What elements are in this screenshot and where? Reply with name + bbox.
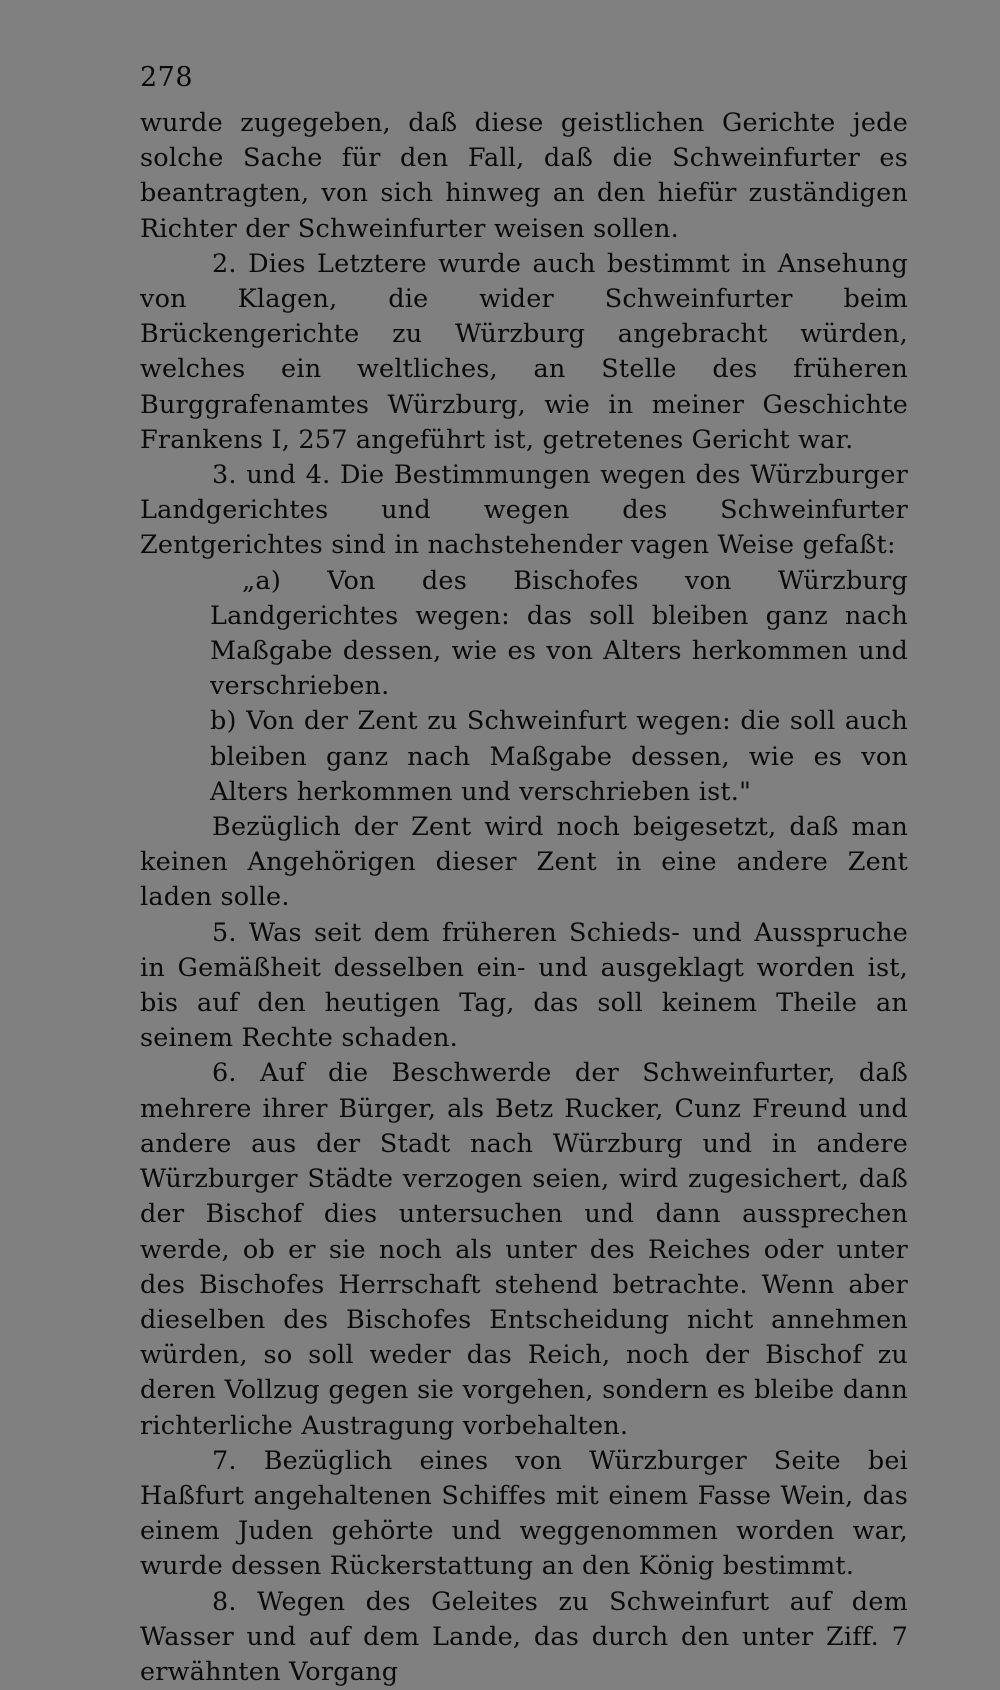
paragraph-item-2: 2. Dies Letztere wurde auch bestimmt in Ansehung von Klagen, die wider Schweinfurter beim Brückengerichte zu Würzburg angebracht würden, welches ein weltliches, an Stelle des früheren Burggrafenamtes Würzburg, wie in meiner Geschichte Frankens I, 257 angeführt ist, getretenes Gericht war.: [140, 248, 908, 455]
quote-item-a: „a) Von des Bischofes von Würzburg Landgerichtes wegen: das soll bleiben ganz nach Maßgabe dessen, wie es von Alters herkommen und verschrieben.: [210, 565, 908, 702]
page-number: 278: [140, 62, 194, 93]
quote-item-b: b) Von der Zent zu Schweinfurt wegen: die soll auch bleiben ganz nach Maßgabe dessen, wie es von Alters herkommen und verschrieben ist.": [210, 706, 908, 807]
paragraph-item-6: 6. Auf die Beschwerde der Schweinfurter, daß mehrere ihrer Bürger, als Betz Rucker, Cunz Freund und andere aus der Stadt nach Würzburg und in andere Würzburger Städte verzogen seien, wird zugesichert, daß der Bischof dies untersuchen und dann aussprechen werde, ob er sie noch als unter des Reiches oder unter des Bischofes Herrschaft stehend betrachte. Wenn aber dieselben des Bischofes Entscheidung nicht annehmen würden, so soll weder das Reich, noch der Bischof zu deren Vollzug gegen sie vorgehen, sondern es bleibe dann richterliche Austragung vorbehalten.: [140, 1058, 908, 1441]
paragraph-item-8: 8. Wegen des Geleites zu Schweinfurt auf dem Wasser und auf dem Lande, das durch den unter Ziff. 7 erwähnten Vorgang: [140, 1586, 908, 1687]
paragraph-items-3-4: 3. und 4. Die Bestimmungen wegen des Würzburger Landgerichtes und wegen des Schweinfurter Zentgerichtes sind in nachstehender vagen Weise gefaßt:: [140, 460, 908, 561]
paragraph-item-5: 5. Was seit dem früheren Schieds- und Ausspruche in Gemäßheit desselben ein- und ausgeklagt worden ist, bis auf den heutigen Tag, das soll keinem Theile an seinem Rechte schaden.: [140, 917, 908, 1054]
paragraph-zent-note: Bezüglich der Zent wird noch beigesetzt, daß man keinen Angehörigen dieser Zent in eine andere Zent laden solle.: [140, 812, 908, 913]
paragraph-continuation: wurde zugegeben, daß diese geistlichen Gerichte jede solche Sache für den Fall, daß die Schweinfurter es beantragten, von sich hinweg an den hiefür zuständigen Richter der Schweinfurter weisen sollen.: [140, 108, 908, 244]
book-page: [140, 58, 908, 1687]
paragraph-item-7: 7. Bezüglich eines von Würzburger Seite bei Haßfurt angehaltenen Schiffes mit einem Fasse Wein, das einem Juden gehörte und weggenommen worden war, wurde dessen Rückerstattung an den König bestimmt.: [140, 1445, 908, 1582]
